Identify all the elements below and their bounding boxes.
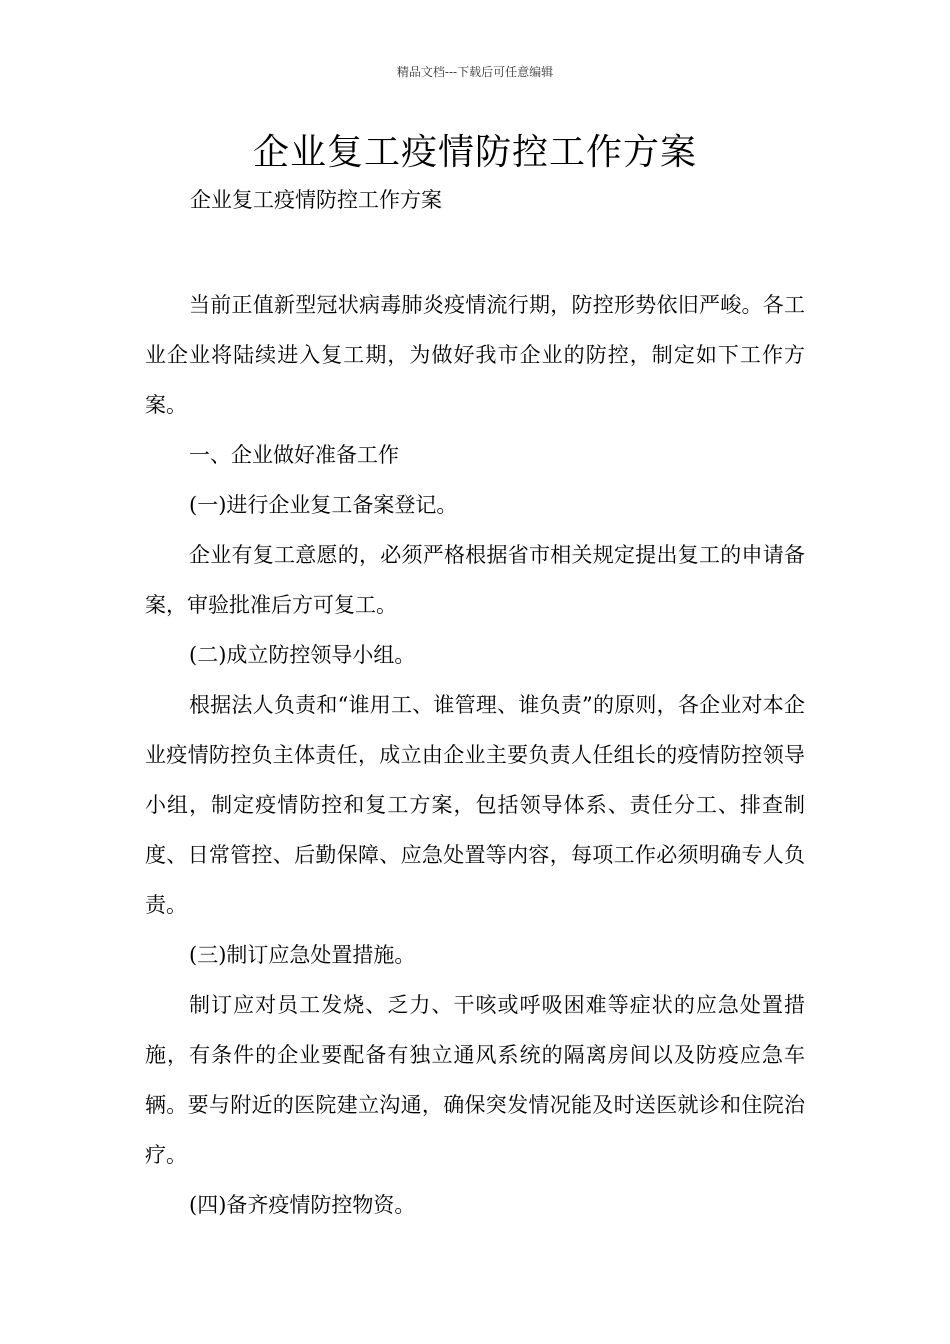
header-note: 精品文档---下载后可任意编辑	[396, 65, 554, 79]
paragraph-emergency: 制订应对员工发烧、乏力、干咳或呼吸困难等症状的应急处置措施，有条件的企业要配备有独立通风系统的隔离房间以及防疫应急车辆。要与附近的医院建立沟通，确保突发情况能及时送医就诊和住院治疗。	[145, 993, 805, 1167]
paragraph-leadership: 根据法人负责和“谁用工、谁管理、谁负责”的原则，各企业对本企业疫情防控负主体责任，成立由企业主要负责人任组长的疫情防控领导小组，制定疫情防控和复工方案，包括领导体系、责任分工、排查制度、日常管控、后勤保障、应急处置等内容，每项工作必须明确专人负责。	[145, 693, 805, 917]
section-heading-1: 一、企业做好准备工作	[189, 443, 399, 467]
paragraph-registration: 企业有复工意愿的，必须严格根据省市相关规定提出复工的申请备案，审验批准后方可复工。	[145, 543, 805, 617]
document-body	[145, 280, 805, 1230]
subsection-heading-4: (四)备齐疫情防控物资。	[189, 1193, 416, 1217]
subsection-heading-2: (二)成立防控领导小组。	[189, 643, 416, 667]
paragraph-intro: 当前正值新型冠状病毒肺炎疫情流行期，防控形势依旧严峻。各工业企业将陆续进入复工期，为做好我市企业的防控，制定如下工作方案。	[145, 293, 805, 417]
subsection-heading-1: (一)进行企业复工备案登记。	[189, 493, 458, 517]
document-subtitle: 企业复工疫情防控工作方案	[190, 188, 442, 212]
subsection-heading-3: (三)制订应急处置措施。	[189, 943, 416, 967]
document-title: 企业复工疫情防控工作方案	[252, 132, 697, 173]
